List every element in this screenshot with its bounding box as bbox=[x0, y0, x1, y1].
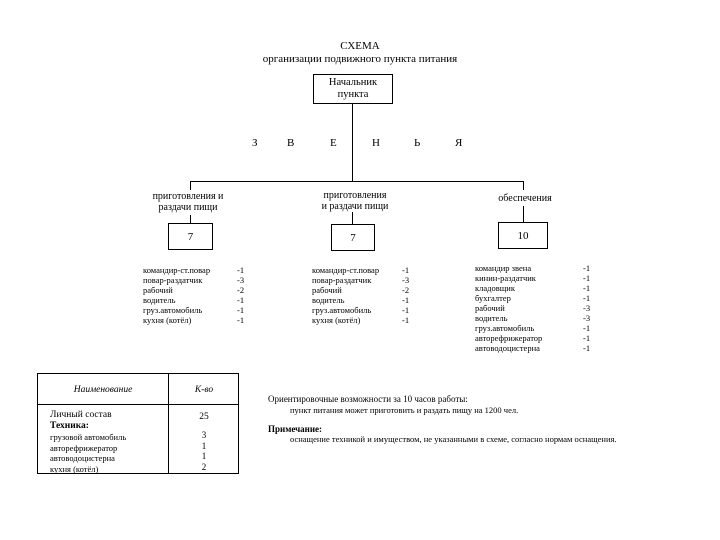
diagram-subtitle: организации подвижного пункта питания bbox=[262, 53, 458, 65]
table-technics-item: автоводоцистерна bbox=[50, 453, 115, 463]
staff-row bbox=[312, 275, 424, 285]
staff-row bbox=[312, 295, 424, 305]
staff-role: рабочий bbox=[475, 303, 505, 313]
staff-role: рабочий bbox=[312, 285, 342, 295]
staff-qty: -1 bbox=[583, 293, 591, 303]
staff-qty: -1 bbox=[402, 265, 410, 275]
table-technics-qty: 2 bbox=[201, 461, 207, 472]
staff-row bbox=[475, 263, 605, 273]
staff-qty: -1 bbox=[237, 265, 245, 275]
dept1-count-box bbox=[168, 223, 213, 250]
staff-row bbox=[312, 315, 424, 325]
staff-role: кладовщик bbox=[475, 283, 515, 293]
staff-qty: -1 bbox=[583, 323, 591, 333]
table-technics-label: Техника: bbox=[50, 421, 89, 431]
chief-vertical-line bbox=[352, 104, 353, 182]
staff-qty: -1 bbox=[237, 295, 245, 305]
staff-qty: -1 bbox=[237, 305, 245, 315]
staff-role: бухгалтер bbox=[475, 293, 511, 303]
table-technics-qty: 1 bbox=[201, 440, 207, 451]
link-letter-5: Ь bbox=[414, 137, 421, 149]
dept3-name-line1: обеспечения bbox=[498, 193, 552, 204]
staff-row bbox=[312, 285, 424, 295]
staff-row bbox=[475, 293, 605, 303]
staff-role: водитель bbox=[475, 313, 508, 323]
staff-row bbox=[475, 303, 605, 313]
staff-qty: -1 bbox=[583, 333, 591, 343]
staff-row bbox=[475, 283, 605, 293]
staff-role: авторефрижератор bbox=[475, 333, 543, 343]
staff-qty: -1 bbox=[402, 295, 410, 305]
dept3-count-box bbox=[498, 222, 548, 249]
staff-qty: -1 bbox=[583, 263, 591, 273]
staff-role: рабочий bbox=[143, 285, 173, 295]
dept1-name-line1: приготовления и bbox=[152, 191, 224, 202]
diagram-title: СХЕМА bbox=[340, 40, 380, 52]
dept1-name-line2: раздачи пищи bbox=[158, 202, 218, 213]
staff-qty: -2 bbox=[237, 285, 245, 295]
link-letter-1: З bbox=[252, 137, 258, 149]
staff-role: груз.автомобиль bbox=[143, 305, 203, 315]
staff-role: кухня (котёл) bbox=[312, 315, 361, 325]
staff-role: командир-ст.повар bbox=[143, 265, 211, 275]
staff-row bbox=[475, 333, 605, 343]
chief-box bbox=[313, 74, 393, 104]
dept2-staff-list bbox=[312, 265, 424, 325]
capabilities-heading: Ориентировочные возможности за 10 часов работы: bbox=[268, 394, 468, 404]
staff-role: груз.автомобиль bbox=[312, 305, 372, 315]
note-heading: Примечание: bbox=[268, 424, 323, 434]
dept2-count-box bbox=[331, 224, 375, 251]
staff-role: повар-раздатчик bbox=[312, 275, 372, 285]
staff-qty: -3 bbox=[583, 313, 591, 323]
table-technics-item: кухня (котёл) bbox=[50, 463, 99, 474]
dept2-connector bbox=[352, 212, 353, 224]
dept2-count: 7 bbox=[350, 231, 356, 244]
table-technics-qty-list bbox=[169, 430, 239, 472]
staff-qty: -1 bbox=[237, 315, 245, 325]
table-technics-qty: 3 bbox=[201, 430, 207, 440]
staff-row bbox=[143, 305, 255, 315]
staff-role: водитель bbox=[312, 295, 345, 305]
capabilities-text: пункт питания может приготовить и раздать пищу на 1200 чел. bbox=[290, 405, 519, 415]
table-technics-qty: 1 bbox=[201, 451, 207, 461]
staff-row bbox=[475, 313, 605, 323]
staff-row bbox=[143, 315, 255, 325]
table-header-name: Наименование bbox=[73, 385, 133, 395]
dept1-staff-list bbox=[143, 265, 255, 325]
staff-role: кухня (котёл) bbox=[143, 315, 192, 325]
staff-qty: -3 bbox=[402, 275, 410, 285]
branch-drop-left bbox=[190, 181, 191, 190]
table-personnel-label: Личный состав bbox=[50, 410, 112, 420]
staff-row bbox=[143, 275, 255, 285]
staff-qty: -1 bbox=[583, 283, 591, 293]
dept3-staff-list bbox=[475, 263, 605, 353]
staff-row bbox=[475, 273, 605, 283]
link-letter-3: Е bbox=[330, 137, 337, 149]
note-text: оснащение техникой и имуществом, не указанными в схеме, согласно нормам оснащения. bbox=[290, 434, 617, 444]
chief-label-line2: пункта bbox=[337, 89, 369, 100]
summary-table bbox=[37, 373, 239, 474]
staff-role: водитель bbox=[143, 295, 176, 305]
dept3-connector bbox=[523, 206, 524, 222]
staff-row bbox=[143, 285, 255, 295]
staff-qty: -1 bbox=[402, 315, 410, 325]
table-header-divider bbox=[38, 404, 238, 405]
staff-role: груз.автомобиль bbox=[475, 323, 535, 333]
dept1-name bbox=[128, 191, 248, 213]
table-header-qty: К-во bbox=[194, 385, 214, 395]
staff-row bbox=[475, 323, 605, 333]
staff-qty: -3 bbox=[583, 303, 591, 313]
link-letter-6: Я bbox=[455, 137, 463, 149]
staff-row bbox=[312, 305, 424, 315]
table-technics-item: авторефрижератор bbox=[50, 442, 118, 453]
dept1-count: 7 bbox=[187, 230, 194, 243]
table-technics-item: грузовой автомобиль bbox=[50, 432, 127, 442]
staff-qty: -1 bbox=[583, 343, 591, 353]
staff-role: кинин-раздатчик bbox=[475, 273, 536, 283]
staff-role: командир-ст.повар bbox=[312, 265, 380, 275]
staff-qty: -3 bbox=[237, 275, 245, 285]
staff-row bbox=[475, 343, 605, 353]
staff-qty: -2 bbox=[402, 285, 410, 295]
table-technics-list bbox=[50, 432, 126, 474]
staff-role: автоводоцистерна bbox=[475, 343, 540, 353]
staff-row bbox=[143, 295, 255, 305]
dept3-name bbox=[470, 193, 580, 204]
dept1-connector bbox=[190, 215, 191, 223]
staff-row bbox=[312, 265, 424, 275]
table-personnel-qty: 25 bbox=[199, 412, 209, 422]
dept2-name-line2: и раздачи пищи bbox=[321, 201, 389, 212]
staff-role: командир звена bbox=[475, 263, 532, 273]
dept2-name bbox=[295, 190, 415, 212]
link-letter-2: В bbox=[287, 137, 295, 149]
chief-label-line1: Начальник bbox=[328, 77, 378, 88]
staff-qty: -1 bbox=[583, 273, 591, 283]
dept3-count: 10 bbox=[517, 229, 529, 242]
dept2-name-line1: приготовления bbox=[323, 190, 387, 201]
staff-qty: -1 bbox=[402, 305, 410, 315]
staff-role: повар-раздатчик bbox=[143, 275, 203, 285]
branch-horizontal-line bbox=[190, 181, 524, 182]
link-letter-4: Н bbox=[372, 137, 380, 149]
staff-row bbox=[143, 265, 255, 275]
branch-drop-right bbox=[523, 181, 524, 190]
